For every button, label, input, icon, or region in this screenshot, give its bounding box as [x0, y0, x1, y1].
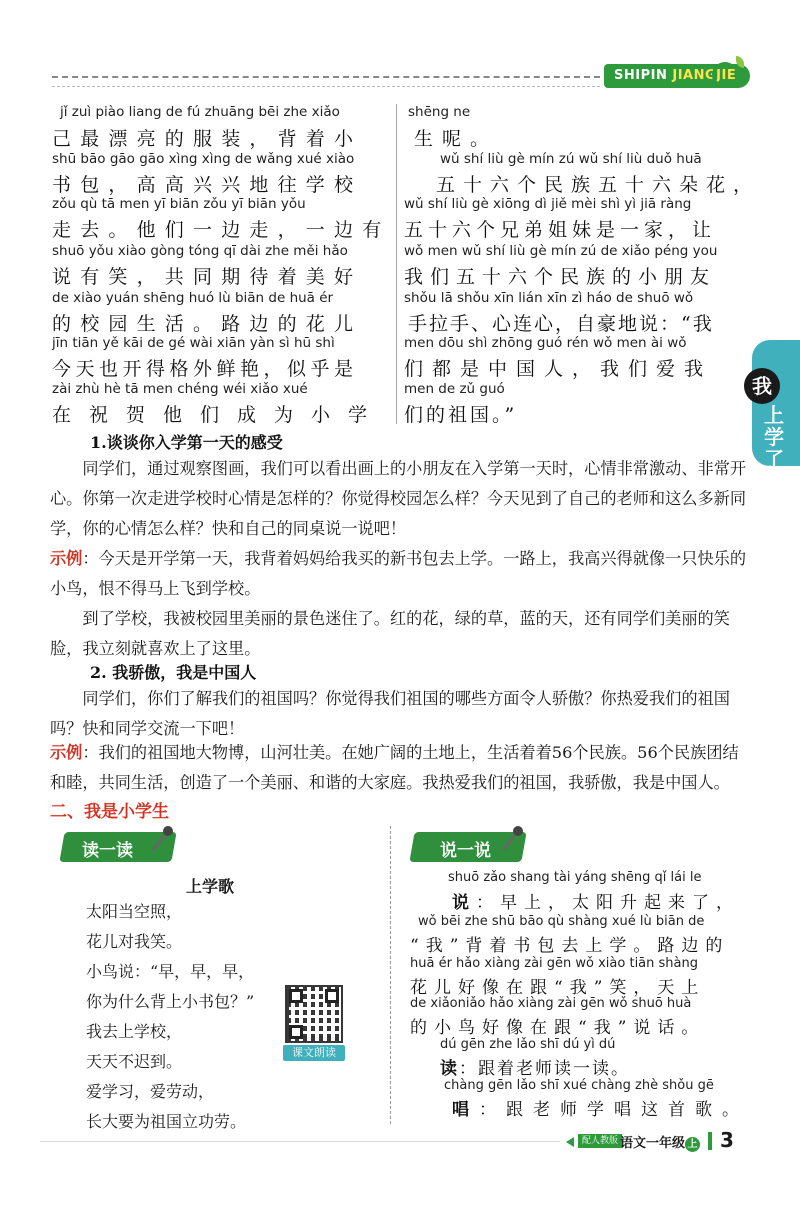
say-tag-text: 说一说 — [440, 841, 491, 861]
poem-line: 长大要为祖国立功劳。 — [86, 1112, 247, 1131]
poem-line: 爱学习，爱劳动， — [86, 1082, 215, 1101]
footer-line — [40, 1141, 560, 1142]
poem-line: 我去上学校， — [86, 1022, 183, 1041]
hanzi-line: 五十六个民族五十六朵花， — [436, 174, 761, 196]
pinyin-line: men de zǔ guó — [404, 381, 505, 397]
say-label: 说 — [452, 893, 476, 913]
paragraph: 同学们，你们了解我们的祖国吗？你觉得我们祖国的哪些方面令人骄傲？你热爱我们的祖国吗？快和同学交流一下吧！ — [50, 689, 730, 738]
hanzi-line: 手拉手、心连心，自豪地说：“我 — [408, 313, 714, 335]
hanzi-text: ：跟着老师读一读。 — [459, 1059, 630, 1079]
section-title: 二、我是小学生 — [50, 802, 169, 822]
hanzi-line: 们的祖国。” — [404, 404, 518, 426]
side-tab-circle: 我 — [744, 368, 780, 404]
hanzi-line: “我”背着书包去上学。路边的 — [410, 936, 730, 956]
pinyin-line: dú gēn zhe lǎo shī dú yì dú — [440, 1037, 616, 1052]
pinyin-line: zǒu qù tā men yī biān zǒu yī biān yǒu — [52, 196, 306, 212]
column-divider — [396, 104, 397, 424]
hanzi-line: 在祝贺他们成为小学 — [52, 404, 386, 426]
example-label: 示例 — [50, 549, 83, 568]
pinyin-line: jǐ zuì piào liang de fú zhuāng bēi zhe xiǎo — [60, 104, 340, 120]
pinyin-line: wǒ men wǔ shí liù gè mín zú de xiǎo péng you — [404, 243, 718, 259]
qr-corner — [325, 989, 339, 1003]
poem-line: 太阳当空照， — [86, 902, 183, 921]
hanzi-line — [452, 888, 740, 913]
example-text: ：今天是开学第一天，我背着妈妈给我买的新书包去上学。一路上，我高兴得就像一只快乐的小鸟，恨不得马上飞到学校。 — [50, 549, 747, 598]
hanzi-line: 的小鸟好像在跟“我”说话。 — [410, 1018, 706, 1038]
pinyin-line: chàng gēn lǎo shī xué chàng zhè shǒu gē — [444, 1078, 714, 1093]
badge-text-right: JIANGJIE — [672, 68, 737, 83]
hanzi-line: 说有笑，共同期待着美好 — [52, 266, 363, 288]
hanzi-line: 们都是中国人，我们爱我 — [404, 358, 713, 380]
paragraph: 同学们，通过观察图画，我们可以看出画上的小朋友在入学第一天时，心情非常激动、非常开心。你第一次走进学校时心情是怎样的？你觉得校园怎么样？今天见到了自己的老师和这么多新同学，你的心情怎么样？快和自己的同桌说一说吧！ — [50, 459, 747, 538]
pinyin-line: shuō zǎo shang tài yáng shēng qǐ lái le — [448, 870, 702, 885]
footer-arrow-icon — [566, 1137, 574, 1147]
qr-label: 课文朗读 — [283, 1045, 345, 1061]
section-heading: 2. 我骄傲，我是中国人 — [90, 663, 257, 682]
pinyin-line: men dōu shì zhōng guó rén wǒ men ài wǒ — [404, 335, 687, 351]
page-number: 3 — [720, 1128, 734, 1152]
hanzi-text: ：跟老师学唱这首歌。 — [479, 1100, 749, 1120]
hanzi-line: 五十六个兄弟姐妹是一家，让 — [404, 219, 717, 241]
qr-corner — [289, 989, 303, 1003]
footer-grade — [620, 1132, 700, 1152]
badge-text-left: SHIPIN — [614, 68, 668, 83]
poem-line: 你为什么背上小书包？” — [86, 992, 255, 1011]
sing-label: 唱 — [452, 1100, 479, 1120]
grade-text: 语文一年级 — [620, 1136, 686, 1151]
example-text: ：我们的祖国地大物博，山河壮美。在她广阔的土地上，生活着着56个民族。56个民族团结和睦，共同生活，创造了一个美丽、和谐的大家庭。我热爱我们的祖国，我骄傲，我是中国人。 — [50, 743, 739, 792]
pinyin-line: de xiǎoniǎo hǎo xiàng zài gēn wǒ shuō huà — [410, 996, 692, 1011]
qr-corner — [289, 1025, 303, 1039]
pinyin-line: zài zhù hè tā men chéng wéi xiǎo xué — [52, 381, 308, 397]
microphone-head-icon — [513, 826, 523, 836]
hanzi-line: 的校园生活。路边的花儿 — [52, 313, 363, 335]
hanzi-line: 花儿好像在跟“我”笑，天上 — [410, 978, 706, 998]
footer-publisher: 配人教版 — [578, 1134, 622, 1148]
pinyin-line: de xiào yuán shēng huó lù biān de huā ér — [52, 290, 334, 306]
poem-line: 小鸟说：“早，早，早， — [86, 962, 255, 981]
footer-bar — [708, 1132, 712, 1150]
poem-line: 天天不迟到。 — [86, 1052, 183, 1071]
hanzi-line: 己最漂亮的服装，背着小 — [52, 128, 363, 150]
hanzi-line: 今天也开得格外鲜艳，似乎是 — [52, 358, 358, 380]
header-dashed-line-2 — [52, 86, 600, 87]
side-tab-text: 上学了 — [764, 403, 784, 471]
hanzi-line — [440, 1054, 630, 1079]
hanzi-line — [452, 1095, 749, 1120]
pinyin-line: wǔ shí liù gè xiōng dì jiě mèi shì yì jiā ràng — [404, 196, 692, 212]
pinyin-line: shǒu lā shǒu xīn lián xīn zì háo de shuō wǒ — [404, 290, 694, 306]
example-label: 示例 — [50, 743, 83, 762]
swirl-icon — [712, 62, 738, 88]
read-tag-text: 读一读 — [82, 841, 133, 861]
box-divider — [390, 826, 391, 1124]
paragraph: 到了学校，我被校园里美丽的景色迷住了。红的花，绿的草，蓝的天，还有同学们美丽的笑脸，我立刻就喜欢上了这里。 — [50, 609, 730, 658]
hanzi-line: 我们五十六个民族的小朋友 — [404, 266, 717, 288]
pinyin-line: huā ér hǎo xiàng zài gēn wǒ xiào tiān shàng — [410, 956, 698, 971]
term-badge: 上 — [685, 1137, 700, 1152]
read-label: 读 — [440, 1059, 459, 1079]
hanzi-line: 生呢。 — [414, 128, 499, 150]
section-heading: 1.谈谈你入学第一天的感受 — [90, 433, 283, 452]
hanzi-text: ：早上，太阳升起来了， — [476, 893, 740, 913]
poem-line: 花儿对我笑。 — [86, 932, 183, 951]
pinyin-line: wǒ bēi zhe shū bāo qù shàng xué lù biān de — [418, 914, 705, 929]
hanzi-line: 走去。他们一边走，一边有 — [52, 219, 391, 241]
pinyin-line: shēng ne — [408, 104, 471, 120]
example-paragraph — [50, 544, 750, 604]
pinyin-line: wǔ shí liù gè mín zú wǔ shí liù duǒ huā — [440, 151, 702, 167]
poem-title: 上学歌 — [186, 877, 235, 896]
pinyin-line: jīn tiān yě kāi de gé wài xiān yàn sì hū shì — [52, 335, 335, 351]
microphone-head-icon — [163, 826, 173, 836]
example-paragraph — [50, 738, 750, 798]
hanzi-line: 书包，高高兴兴地往学校 — [52, 174, 363, 196]
header-dashed-line — [52, 76, 600, 78]
pinyin-line: shū bāo gāo gāo xìng xìng de wǎng xué xiào — [52, 151, 355, 167]
pinyin-line: shuō yǒu xiào gòng tóng qī dài zhe měi hǎo — [52, 243, 348, 259]
